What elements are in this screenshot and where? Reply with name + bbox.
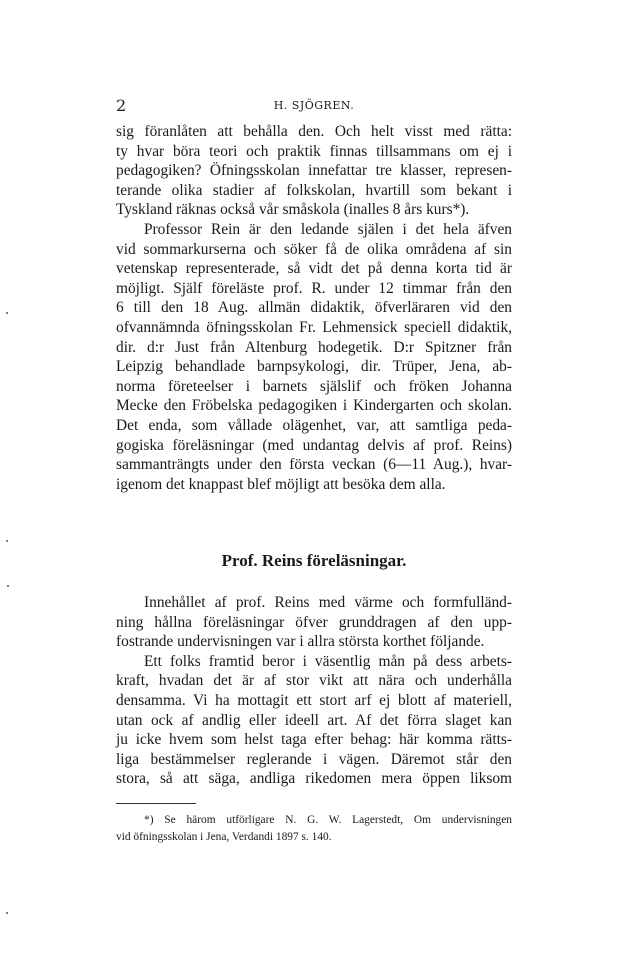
text-line: igenom det knappast blef möjligt att besöka dem alla.	[116, 475, 446, 493]
footnote-line: vid öfningsskolan i Jena, Verdandi 1897 s. 140.	[116, 831, 332, 843]
text-line: Ett folks framtid beror i väsentlig mån på dess arbets-	[144, 652, 512, 670]
text-line: vetenskap representerade, så vidt det på denna korta tid är	[116, 260, 512, 278]
text-line: utan ock af andlig eller ideell art. Af det förra slaget kan	[116, 711, 512, 729]
text-line: ofvannämnda öfningsskolan Fr. Lehmensick speciell didaktik,	[116, 318, 512, 336]
text-line: terande olika stadier af folkskolan, hvartill som bekant i	[116, 181, 512, 199]
running-title: H. SJÖGREN.	[273, 99, 355, 112]
scan-speck	[6, 540, 8, 542]
text-line: Professor Rein är den ledande själen i det hela äfven	[144, 220, 512, 238]
text-line: pedagogiken? Öfningsskolan innefattar tre klasser, represen-	[116, 162, 512, 180]
text-line: sammanträngts under den första veckan (6—11 Aug.), hvar-	[116, 456, 512, 474]
paragraph-1	[116, 122, 512, 220]
scan-speck	[6, 312, 8, 314]
text-line: kraft, hvadan det är af stor vikt att nära och underhålla	[116, 672, 512, 690]
text-line: stora, så att säga, andliga rikedomen mera öppen liksom	[116, 770, 512, 788]
text-line: fostrande undervisningen var i allra största korthet följande.	[116, 633, 485, 651]
text-line: liga bestämmelser reglerande i vägen. Däremot står den	[116, 750, 512, 768]
text-line: Tyskland räknas också vår småskola (inalles 8 års kurs*).	[116, 201, 470, 219]
paragraph-2	[116, 220, 512, 494]
main-text-bottom	[116, 593, 512, 789]
text-line: 6 till den 18 Aug. allmän didaktik, öfverläraren vid den	[116, 299, 512, 317]
footnote-rule	[116, 803, 196, 804]
text-line: sig föranlåten att behålla den. Och helt visst med rätta:	[116, 123, 512, 140]
paragraph-4	[116, 652, 512, 789]
footnote	[116, 812, 512, 846]
text-line: ning hållna föreläsningar öfver grunddragen af den upp-	[116, 613, 512, 631]
text-line: densamma. Vi ha mottagit ett stort arf ej blott af materiell,	[116, 691, 512, 709]
text-line: norma företeelser i barnets själslif och fröken Johanna	[116, 377, 512, 395]
text-line: Det enda, som vållade olägenhet, var, att samtliga peda-	[116, 416, 512, 434]
text-line: ty hvar böra teori och praktik finnas tillsammans om ej i	[116, 142, 512, 160]
text-line: dir. d:r Just från Altenburg hodegetik. D:r Spitzner från	[116, 338, 512, 356]
main-text-top	[116, 122, 512, 494]
text-line: gogiska föreläsningar (med undantag delvis af prof. Reins)	[116, 436, 512, 454]
text-line: Innehållet af prof. Reins med värme och formfulländ-	[144, 594, 512, 611]
scan-speck	[7, 585, 9, 587]
footnote-line: *) Se härom utförligare N. G. W. Lagerstedt, Om undervisningen	[144, 814, 512, 826]
text-line: Leipzig behandlade barnpsykologi, dir. Trüper, Jena, ab-	[116, 358, 512, 376]
section-heading: Prof. Reins föreläsningar.	[221, 551, 407, 570]
text-line: Mecke den Fröbelska pedagogiken i Kindergarten och skolan.	[116, 397, 512, 415]
page-number: 2	[116, 96, 127, 115]
text-line: möjligt. Själf föreläste prof. R. under 12 timmar från den	[116, 279, 512, 297]
page-header	[116, 96, 512, 116]
scan-speck	[6, 912, 8, 914]
text-line: ju icke hvem som helst taga efter behag: här komma rätts-	[116, 731, 512, 749]
text-line: vid sommarkurserna och söker få de olika områdena af sin	[116, 240, 512, 258]
paragraph-3	[116, 593, 512, 652]
